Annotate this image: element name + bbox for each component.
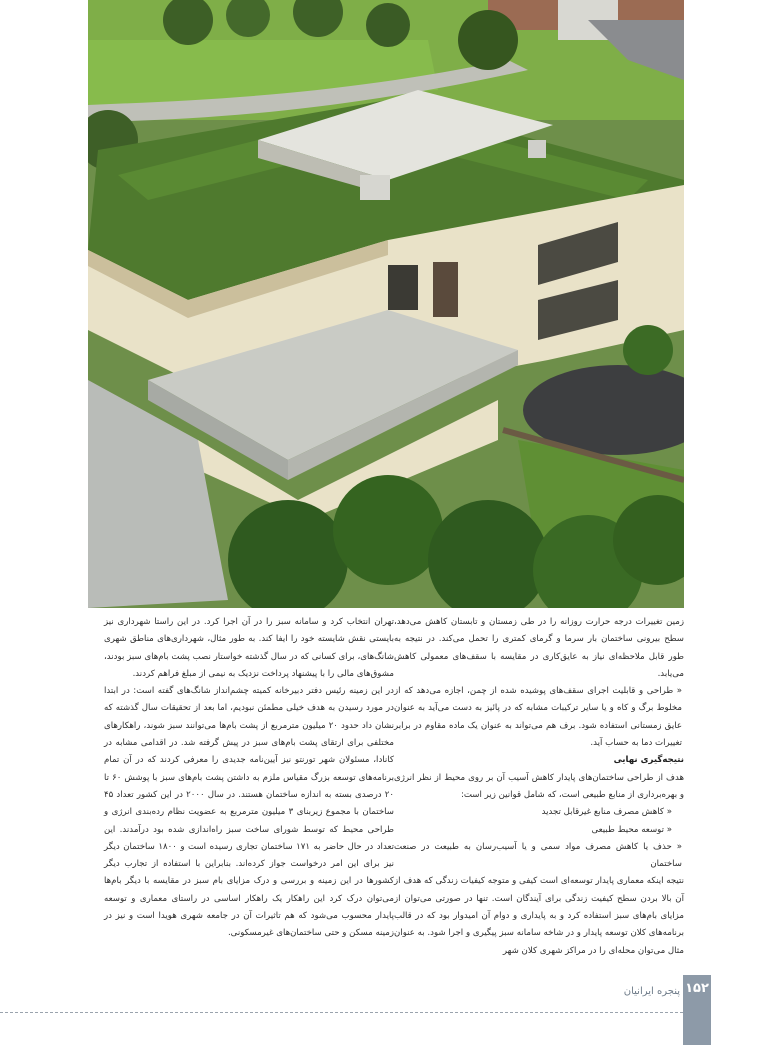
paragraph: زمین تغییرات درجه حرارت روزانه را در طی زمستان و تابستان کاهش می‌دهد، سطح بیرونی ساختمان بار سرما و گرمای کمتری را تحمل می‌کند. در نتیجه به طور قابل ملاحظه‌ای نیاز به عایق‌کاری در مقایسه با سقف‌های معمولی کاهش می‌یابد. [394, 617, 684, 679]
footer-divider [0, 1012, 683, 1013]
paragraph: هدف از طراحی ساختمان‌های پایدار کاهش آسیب آن بر روی محیط از نظر انرژی و بهره‌برداری از منابع طبیعی است، که شامل قوانین زیر است: [394, 772, 684, 800]
page-number: ۱۵۲ [685, 981, 709, 996]
text-column-left [104, 614, 394, 943]
section-heading: نتیجه‌گیری نهایی [613, 755, 684, 766]
paragraph: تهران انتخاب کرد و سامانه سبز را در آن اجرا کرد. در این راستا شهرداری نیز بایستی نقش شایسته خود را ایفا کند. به طور مثال، شهرداری‌های مناطق شهری شانگ‌های، برای کسانی که در سال گذشته خواستار نصب پشت بام‌های سبز بودند، مشوق‌های مالی را با پیشنهاد پرداخت نزدیک به نیمی از مبلغ فراهم کردند. [104, 617, 394, 679]
green-roof-photo [88, 0, 684, 608]
bullet-item: « طراحی و قابلیت اجرای سقف‌های پوشیده شده از چمن، اجازه می‌دهد که از مخلوط برگ و کاه و یا سایر ترکیبات مشابه که در پائیز به دست می‌آید به عنوان عایق زمستانی استفاده شود. برف هم می‌تواند به عنوان یک ماده مقاوم در برابر تغییرات دما به حساب آید. [394, 683, 684, 752]
text-column-right [394, 614, 684, 960]
paragraph: در این زمینه رئیس دفتر دبیرخانه کمیته چشم‌انداز شانگ‌های گفته است: در ابتدا در مورد رسیدن به هدف خیلی مطمئن نبودیم، اما بعد از تحقیقات سال گذشته که نشان داد حدود ۲۰ میلیون مترمربع از پشت بام‌ها می‌توانند سبز شوند، راهکارهای مختلفی برای ارتقای پشت بام‌های سبز در پیش گرفته شد. در اقدامی مشابه در کانادا، مسئولان شهر تورنتو نیز آیین‌نامه جدیدی را معرفی کردند که در آن تمام برنامه‌های توسعه بزرگ مقیاس ملزم به داشتن پشت بام‌های سبز با پوشش ۶۰ تا ۲۰ درصدی بسته به اندازه ساختمان هستند. در سال ۲۰۰۰ در این کشور تعداد ۴۵ ساختمان با مجموع زیربنای ۳ میلیون مترمربع به عضویت نظام رده‌بندی انرژی و طراحی محیط که توسط شورای ساخت سبز راه‌اندازی شده بود درآمدند. این تعداد در حال حاضر به ۱۷۱ ساختمان تجاری رسیده است و ۱۸۰۰ ساختمان دیگر نیز برای این امر درخواست جواز کرده‌اند. بنابراین با استفاده از تجارب دیگر کشورها در این زمینه و بررسی و درک مزایای بام سبز در مقایسه با دیگر بام‌ها می‌توان درک کرد این راهکار یک راهکار اساسی در راستای معماری و توسعه پایدار محسوب می‌شود که هم تاثیرات آن در جامعه شهری هویدا است و نیز در زمینه مسکن و حتی ساختمان‌های غیرمسکونی. [104, 686, 395, 939]
photo-illustration [88, 0, 684, 608]
bullet-item: « حذف یا کاهش مصرف مواد سمی و یا آسیب‌رسان به طبیعت در صنعت ساختمان [394, 839, 684, 874]
journal-name: پنجره ایرانیان [623, 986, 680, 997]
bullet-item: « توسعه محیط طبیعی [394, 822, 684, 839]
paragraph: نتیجه اینکه معماری پایدار توسعه‌ای است کیفی و متوجه کیفیات زندگی که هدف از آن بالا بردن سطح کیفیت زندگی برای آیندگان است. تنها در صورتی می‌توان از مزایای بام‌های سبز استفاده کرد و به پایداری و دوام آن امیدوار بود که در قالب برنامه‌های کلان توسعه پایدار و در شاخه سامانه سبز پیگیری و اجرا شود. به عنوان مثال می‌توان محله‌ای را در مراکز شهری کلان شهر [394, 876, 684, 956]
bullet-item: « کاهش مصرف منابع غیرقابل تجدید [394, 804, 684, 821]
